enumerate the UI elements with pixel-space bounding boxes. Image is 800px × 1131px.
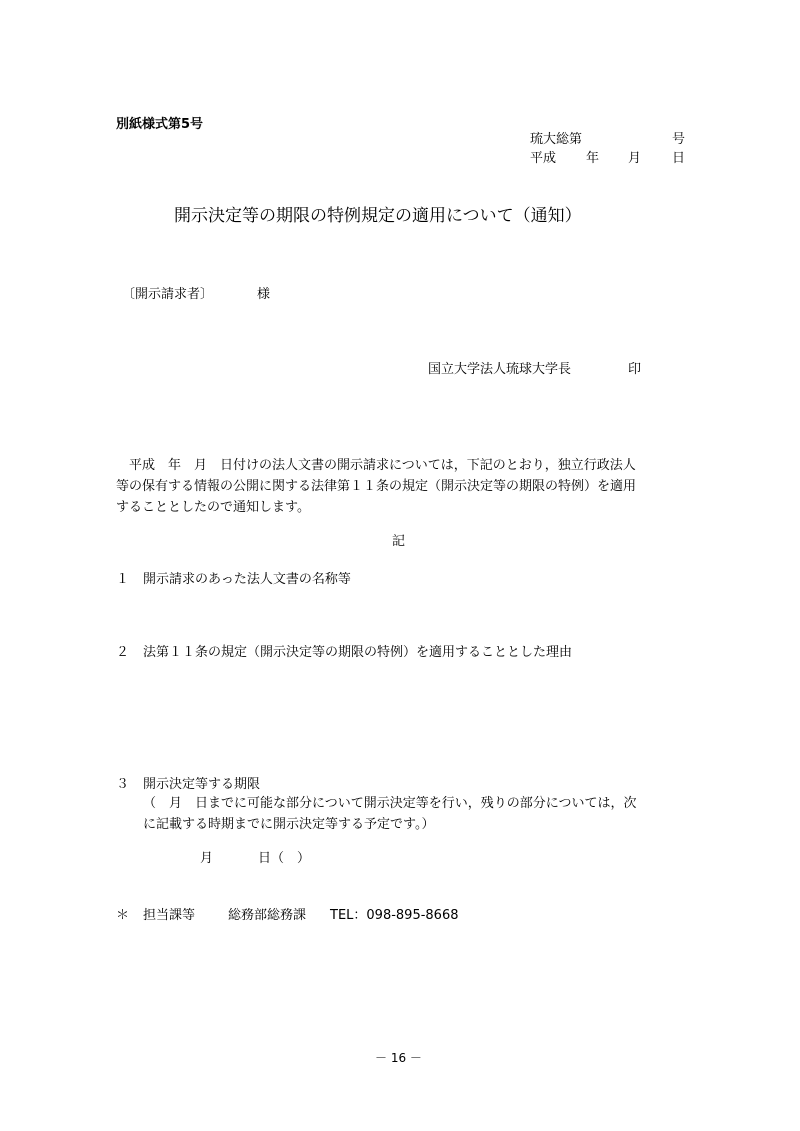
body-line-3: することとしたので通知します。 bbox=[116, 500, 310, 515]
contact-label: 担当課等 bbox=[143, 908, 196, 923]
contact-department: 総務部総務課 bbox=[228, 908, 307, 923]
doc-date-day: 日 bbox=[672, 151, 686, 166]
recipient-name: 〔開示請求者〕 bbox=[122, 287, 214, 302]
document-title: 開示決定等の期限の特例規定の適用について（通知） bbox=[174, 206, 582, 226]
item-3-detail-line-2: に記載する時期までに開示決定等する予定です。） bbox=[143, 817, 435, 832]
item-2-text: 法第１１条の規定（開示決定等の期限の特例）を適用することとした理由 bbox=[143, 645, 573, 660]
recipient-honorific: 様 bbox=[257, 287, 271, 302]
item-3-detail-line-1: （ 月 日までに可能な部分について開示決定等を行い，残りの部分については，次 bbox=[143, 796, 637, 811]
sender-seal: 印 bbox=[628, 362, 642, 377]
page-number: － 16 － bbox=[375, 1051, 422, 1065]
doc-number-suffix: 号 bbox=[672, 132, 686, 147]
deadline-month: 月 bbox=[200, 851, 214, 866]
doc-number-prefix: 琉大総第 bbox=[530, 132, 583, 147]
deadline-day: 日（ ） bbox=[258, 851, 311, 866]
item-1-number: １ bbox=[116, 572, 130, 587]
item-1-text: 開示請求のあった法人文書の名称等 bbox=[143, 572, 351, 587]
item-2-number: ２ bbox=[116, 645, 130, 660]
ki-heading: 記 bbox=[392, 534, 406, 549]
item-3-text: 開示決定等する期限 bbox=[143, 777, 261, 792]
body-line-1: 平成 年 月 日付けの法人文書の開示請求については，下記のとおり，独立行政法人 bbox=[116, 458, 636, 473]
doc-date-month: 月 bbox=[628, 151, 642, 166]
contact-mark: ＊ bbox=[116, 908, 130, 923]
form-label: 別紙様式第5号 bbox=[116, 117, 204, 132]
body-line-2: 等の保有する情報の公開に関する法律第１１条の規定（開示決定等の期限の特例）を適用 bbox=[116, 479, 637, 494]
doc-date-year: 年 bbox=[586, 151, 600, 166]
item-3-number: ３ bbox=[116, 777, 130, 792]
sender-name: 国立大学法人琉球大学長 bbox=[428, 362, 572, 377]
contact-tel: TEL：098-895-8668 bbox=[330, 908, 459, 923]
doc-date-era: 平成 bbox=[530, 151, 557, 166]
